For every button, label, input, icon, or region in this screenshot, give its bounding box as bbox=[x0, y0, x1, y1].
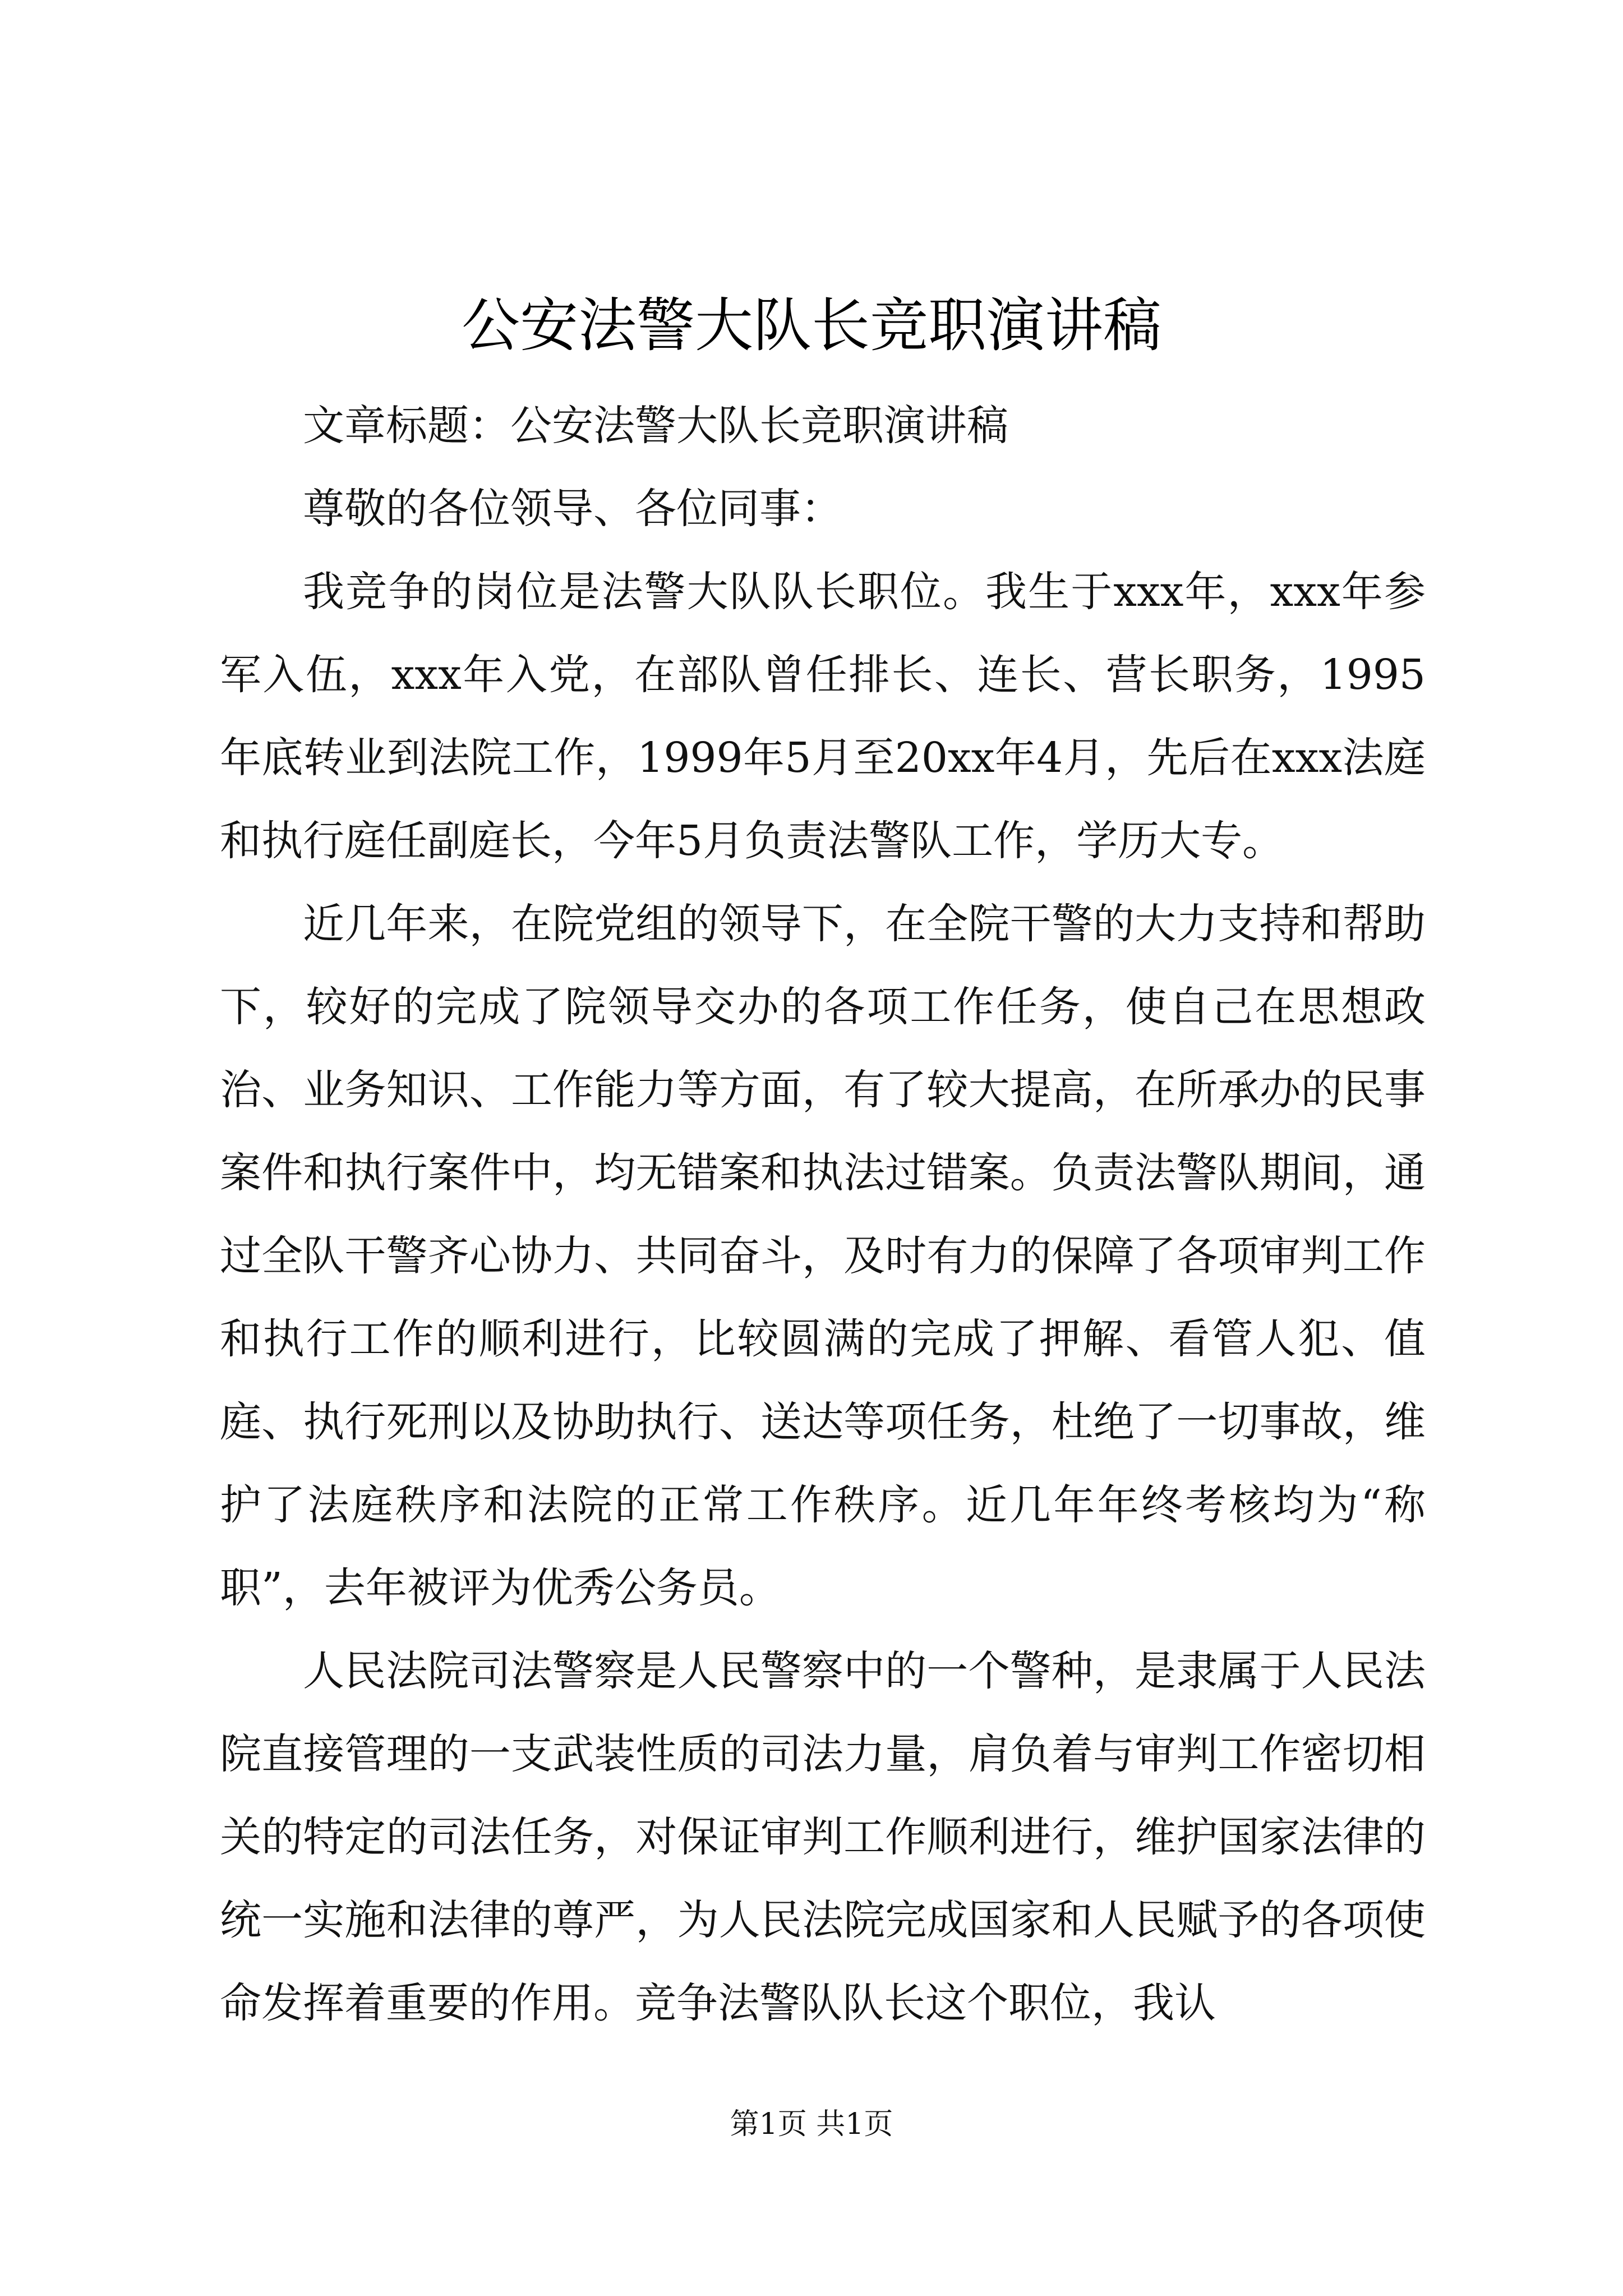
paragraph-background: 我竞争的岗位是法警大队队长职位。我生于xxx年，xxx年参军入伍，xxx年入党，在部队曾任排长、连长、营长职务，1995年底转业到法院工作，1999年5月至20xx年4月，先后在xxx法庭和执行庭任副庭长，今年5月负责法警队工作，学历大专。 bbox=[220, 568, 1426, 865]
page-number-footer: 第1页 共1页 bbox=[730, 2108, 893, 2141]
document-body bbox=[220, 384, 1426, 2045]
document-title: 公安法警大队长竞职演讲稿 bbox=[461, 291, 1161, 360]
paragraph-role-description: 人民法院司法警察是人民警察中的一个警种，是隶属于人民法院直接管理的一支武装性质的司法力量，肩负着与审判工作密切相关的特定的司法任务，对保证审判工作顺利进行，维护国家法律的统一实施和法律的尊严，为人民法院完成国家和人民赋予的各项使命发挥着重要的作用。竞争法警队队长这个职位，我认 bbox=[220, 1647, 1426, 2027]
paragraph-salutation: 尊敬的各位领导、各位同事： bbox=[303, 485, 842, 533]
paragraph-article-title: 文章标题：公安法警大队长竞职演讲稿 bbox=[303, 402, 1008, 450]
paragraph-achievements: 近几年来，在院党组的领导下，在全院干警的大力支持和帮助下，较好的完成了院领导交办的各项工作任务，使自己在思想政治、业务知识、工作能力等方面，有了较大提高，在所承办的民事案件和执行案件中，均无错案和执法过错案。负责法警队期间，通过全队干警齐心协力、共同奋斗，及时有力的保障了各项审判工作和执行工作的顺利进行，比较圆满的完成了押解、看管人犯、值庭、执行死刑以及协助执行、送达等项任务，杜绝了一切事故，维护了法庭秩序和法院的正常工作秩序。近几年年终考核均为“称职”，去年被评为优秀公务员。 bbox=[220, 900, 1426, 1612]
